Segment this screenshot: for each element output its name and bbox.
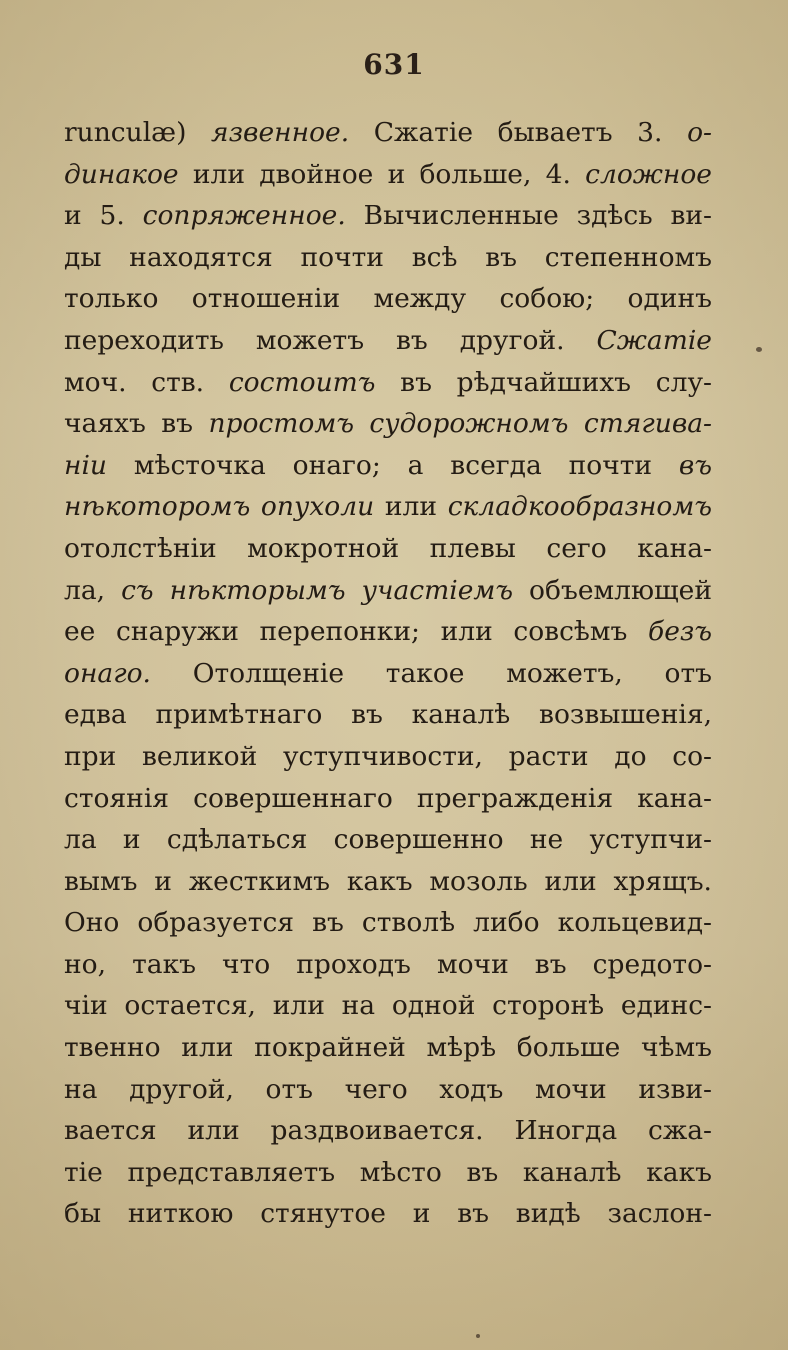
italic-text: нѣкоторомъ опухоли — [64, 491, 375, 523]
text-run: ды находятся почти всѣ въ степенномъ — [64, 241, 712, 273]
text-run: ла и сдѣлаться совершенно не уступчи- — [64, 824, 712, 856]
italic-text: ніи — [64, 449, 107, 481]
text-run: или — [374, 491, 448, 523]
text-run: и 5. — [64, 200, 143, 232]
text-line — [64, 1110, 712, 1152]
italic-text: сопряженное. — [142, 200, 346, 232]
text-line — [64, 1193, 712, 1235]
text-line — [64, 320, 712, 362]
page-number: 631 — [363, 48, 425, 81]
text-run: объемлющей — [513, 574, 712, 606]
text-line — [64, 1027, 712, 1069]
text-run: чаяхъ въ — [64, 408, 209, 440]
italic-text: о- — [687, 117, 712, 148]
text-run: твенно или покрайней мѣрѣ больше чѣмъ — [64, 1032, 712, 1064]
text-line — [64, 445, 712, 487]
italic-text: въ — [678, 449, 712, 481]
text-run: runculæ) — [64, 117, 212, 148]
text-run: ее снаружи перепонки; или совсѣмъ — [64, 616, 649, 648]
text-line — [64, 112, 712, 154]
text-line — [64, 861, 712, 903]
text-run: Сжатіе бываетъ 3. — [349, 117, 688, 148]
text-run: моч. ств. — [64, 366, 229, 398]
text-run: но, такъ что проходъ мочи въ средото- — [64, 948, 712, 980]
italic-text: безъ — [648, 616, 712, 648]
text-line — [64, 778, 712, 820]
italic-text: съ нѣкторымъ участіемъ — [121, 574, 514, 606]
text-run: отолстѣніи мокротной плевы сего кана- — [64, 532, 712, 564]
text-line — [64, 694, 712, 736]
italic-text: простомъ судорожномъ стягива- — [208, 408, 712, 440]
text-run: переходить можетъ въ другой. — [64, 324, 597, 356]
text-run: Вычисленные здѣсь ви- — [345, 200, 712, 232]
text-line — [64, 944, 712, 986]
text-run: вымъ и жесткимъ какъ мозоль или хрящъ. — [64, 865, 712, 897]
text-line — [64, 653, 712, 695]
text-run: Оно образуется въ стволѣ либо кольцевид- — [64, 907, 712, 939]
text-line — [64, 570, 712, 612]
text-line — [64, 819, 712, 861]
text-run: чіи остается, или на одной сторонѣ единс- — [64, 990, 712, 1022]
text-run: мѣсточка онаго; а всегда почти — [107, 449, 679, 481]
text-run: едва примѣтнаго въ каналѣ возвышенія, — [64, 699, 712, 731]
text-line — [64, 278, 712, 320]
text-line — [64, 154, 712, 196]
text-line — [64, 195, 712, 237]
text-line — [64, 403, 712, 445]
text-line — [64, 237, 712, 279]
text-line — [64, 486, 712, 528]
text-run: только отношеніи между собою; одинъ — [64, 283, 712, 315]
text-run: бы ниткою стянутое и въ видѣ заслон- — [64, 1198, 712, 1230]
text-run: на другой, отъ чего ходъ мочи изви- — [64, 1073, 712, 1105]
text-run: ла, — [64, 574, 122, 606]
text-run: Отолщеніе такое можетъ, отъ — [150, 657, 712, 689]
italic-text: состоитъ — [228, 366, 376, 398]
text-line — [64, 902, 712, 944]
text-line — [64, 611, 712, 653]
italic-text: Сжатіе — [596, 324, 712, 356]
text-line — [64, 362, 712, 404]
text-line — [64, 528, 712, 570]
text-run: вается или раздвоивается. Иногда сжа- — [64, 1115, 712, 1147]
italic-text: онаго. — [64, 657, 151, 689]
text-line — [64, 985, 712, 1027]
text-run: тіе представляетъ мѣсто въ каналѣ какъ — [64, 1156, 712, 1188]
text-line — [64, 736, 712, 778]
italic-text: динакое — [64, 158, 179, 190]
text-run: при великой уступчивости, расти до со- — [64, 740, 712, 772]
body-text — [64, 112, 712, 1235]
text-run: стоянія совершеннаго прегражденія кана- — [64, 782, 712, 814]
text-line — [64, 1152, 712, 1194]
italic-text: язвенное. — [211, 117, 350, 148]
italic-text: складкообразномъ — [447, 491, 712, 523]
italic-text: сложное — [585, 158, 712, 190]
text-line — [64, 1069, 712, 1111]
text-run: въ рѣдчайшихъ слу- — [375, 366, 712, 398]
ink-speck — [476, 1334, 480, 1338]
ink-speck — [756, 347, 762, 352]
text-run: или двойное и больше, 4. — [178, 158, 586, 190]
